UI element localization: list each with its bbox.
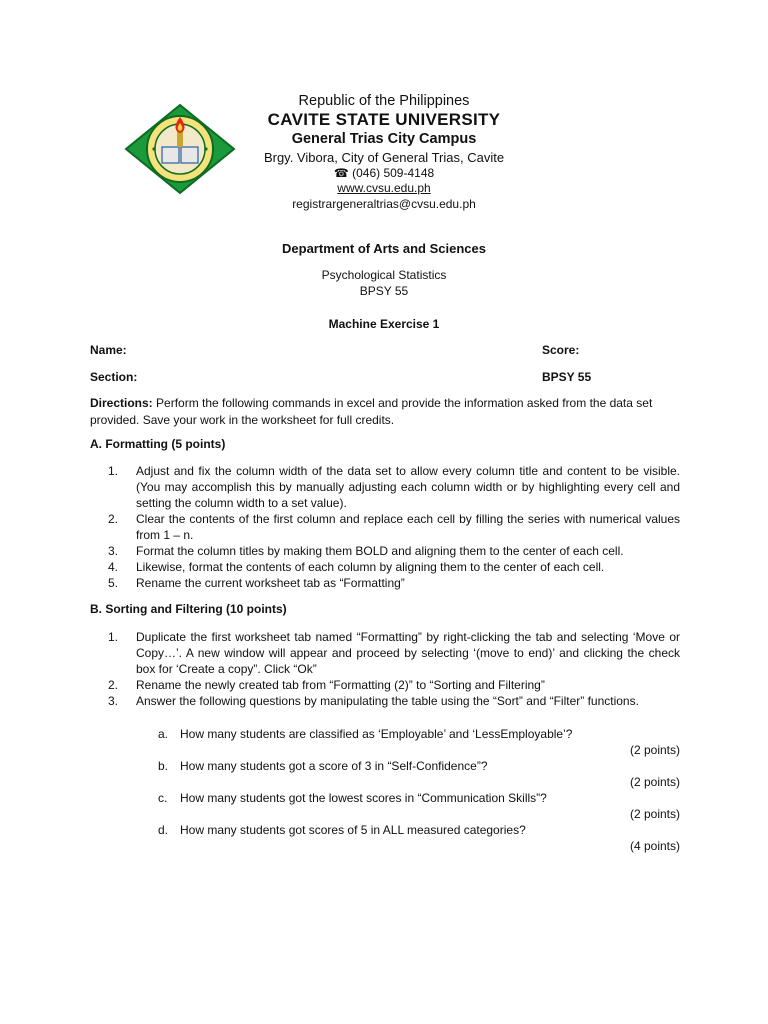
question-letter: d. — [158, 823, 169, 837]
question-letter: b. — [158, 759, 169, 773]
list-item — [108, 575, 680, 591]
course-title: Psychological Statistics — [321, 268, 447, 282]
registrar-email: registrargeneraltrias@cvsu.edu.ph — [292, 197, 476, 211]
section-value: BPSY 55 — [542, 370, 592, 384]
department-title: Department of Arts and Sciences — [282, 241, 486, 256]
section-b-title: B. Sorting and Filtering (10 points) — [90, 602, 287, 616]
phone-line — [230, 166, 538, 180]
item-number: 3. — [108, 694, 119, 708]
item-number: 3. — [108, 544, 119, 558]
exercise-title: Machine Exercise 1 — [328, 317, 440, 331]
question-text: How many students got scores of 5 in ALL measured categories? — [180, 823, 526, 837]
list-item — [108, 511, 680, 543]
directions-text: Perform the following commands in excel and provide the information asked from the data set provided. Save your work in the worksheet for full credits. — [90, 396, 653, 427]
question-item — [158, 822, 680, 854]
question-item — [158, 726, 680, 758]
item-number: 4. — [108, 560, 119, 574]
score-label: Score: — [542, 343, 580, 357]
list-item — [108, 629, 680, 677]
item-number: 2. — [108, 512, 119, 526]
list-item — [108, 693, 680, 709]
question-item — [158, 790, 680, 822]
question-text: How many students got the lowest scores in “Communication Skills”? — [180, 791, 547, 805]
section-a-list — [108, 463, 680, 591]
question-text: How many students are classified as ‘Employable’ and ‘LessEmployable’? — [180, 727, 573, 741]
item-text: Duplicate the first worksheet tab named “Formatting” by right-clicking the tab and selecting ‘Move or Copy…’. A new window will appear and proceed by selecting ‘(move to end)’ and clicking the check box for ‘Create a copy”. Click “Ok” — [136, 630, 680, 676]
question-item — [158, 758, 680, 790]
questions-list — [158, 726, 680, 854]
item-number: 2. — [108, 678, 119, 692]
question-points: (4 points) — [629, 839, 680, 853]
question-points: (2 points) — [629, 743, 680, 757]
question-text: How many students got a score of 3 in “Self-Confidence”? — [180, 759, 488, 773]
website-link[interactable]: www.cvsu.edu.ph — [337, 181, 431, 195]
item-text: Rename the newly created tab from “Formatting (2)” to “Sorting and Filtering” — [136, 678, 545, 692]
campus-address: Brgy. Vibora, City of General Trias, Cavite — [263, 150, 505, 165]
directions-label: Directions: — [90, 396, 153, 410]
question-points: (2 points) — [629, 775, 680, 789]
section-label: Section: — [90, 370, 138, 384]
section-a-title: A. Formatting (5 points) — [90, 437, 226, 451]
list-item — [108, 677, 680, 693]
course-code: BPSY 55 — [359, 284, 409, 298]
item-number: 5. — [108, 576, 119, 590]
list-item — [108, 463, 680, 511]
phone-number: (046) 509-4148 — [352, 166, 435, 180]
question-letter: a. — [158, 727, 169, 741]
item-number: 1. — [108, 464, 119, 478]
list-item — [108, 543, 680, 559]
question-points: (2 points) — [629, 807, 680, 821]
item-text: Format the column titles by making them BOLD and aligning them to the center of each cell. — [136, 544, 624, 558]
question-letter: c. — [158, 791, 168, 805]
republic-text: Republic of the Philippines — [298, 93, 470, 109]
item-number: 1. — [108, 630, 119, 644]
university-name: CAVITE STATE UNIVERSITY — [267, 110, 501, 129]
item-text: Likewise, format the contents of each column by aligning them to the center of each cell. — [136, 560, 605, 574]
item-text: Answer the following questions by manipulating the table using the “Sort” and “Filter” functions. — [136, 694, 639, 708]
university-seal-logo — [124, 103, 236, 195]
directions-paragraph — [90, 395, 680, 429]
item-text: Rename the current worksheet tab as “Formatting” — [136, 576, 405, 590]
list-item — [108, 559, 680, 575]
section-b-list — [108, 629, 680, 709]
campus-name: General Trias City Campus — [291, 131, 477, 147]
telephone-icon: ☎ — [333, 166, 349, 180]
item-text: Adjust and fix the column width of the data set to allow every column title and content to be visible. (You may accomplish this by manually adjusting each column width or by highlighting every cell and setting the column width to a set value). — [136, 464, 680, 510]
name-label: Name: — [90, 343, 127, 357]
item-text: Clear the contents of the first column and replace each cell by filling the series with numerical values from 1 – n. — [136, 512, 680, 542]
